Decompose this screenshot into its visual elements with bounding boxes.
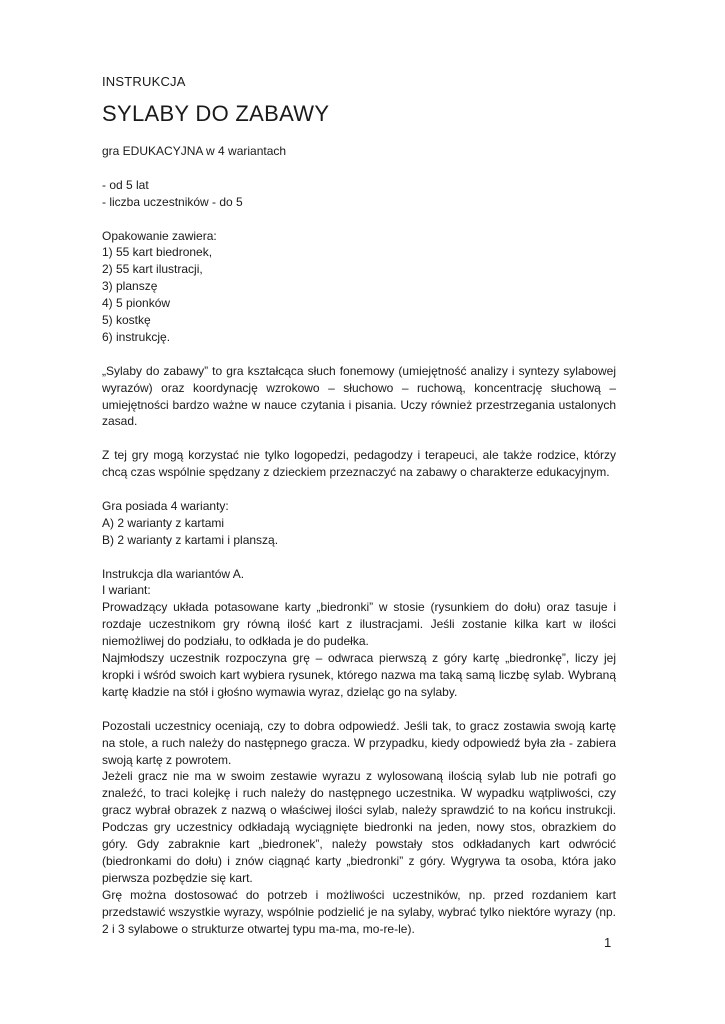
page-number: 1 [604, 935, 612, 950]
variants-list [102, 498, 616, 549]
document-label: INSTRUKCJA [102, 74, 186, 89]
contents-item: 6) instrukcję. [102, 329, 171, 344]
age-info: - od 5 lat [102, 177, 149, 192]
contents-item: 5) kostkę [102, 313, 151, 328]
variants-heading: Gra posiada 4 warianty: [102, 498, 229, 513]
variant-1-paragraph: Jeżeli gracz nie ma w swoim zestawie wyrazu z wylosowaną ilością sylab lub nie potrafi go znaleźć, to traci kolejkę i ruch należy do następnego uczestnika. W wypadku wątpliwości, czy gracz wybrał obrazek z nazwą o właściwej ilości sylab, należy sprawdzić to na końcu instrukcji. Podczas gry uczestnicy odkładają wyciągnięte biedronki na jeden, nowy stos, obrazkiem do góry. Gdy zabraknie kart „biedronek”, należy powstały stos odkładanych kart odwrócić (biedronkami do dołu) i znów ciągnąć karty „biedronki” z góry. Wygrywa ta osoba, która jako pierwsza pozbędzie się kart. [102, 769, 616, 885]
contents-item: 4) 5 pionków [102, 296, 171, 311]
subtitle: gra EDUKACYJNA w 4 wariantach [102, 144, 287, 158]
variant-1-paragraph: Prowadzący układa potasowane karty „biedronki” w stosie (rysunkiem do dołu) oraz tasuje i rozdaje uczestnikom gry równą ilość kart z ilustracjami. Jeśli zostanie kilka kart w ilości niemożliwej do podziału, to odkłada je do pudełka. [102, 600, 616, 649]
section-heading: Instrukcja dla wariantów A. [102, 566, 245, 581]
variant-1-heading: I wariant: [102, 583, 151, 598]
variant-1-paragraph: Pozostali uczestnicy oceniają, czy to dobra odpowiedź. Jeśli tak, to gracz zostawia swoją kartę na stole, a ruch należy do następnego gracza. W przypadku, kiedy odpowiedź była zła - zabiera swoją kartę z powrotem. [102, 718, 616, 767]
contents-heading: Opakowanie zawiera: [102, 228, 217, 243]
contents-item: 3) planszę [102, 279, 158, 294]
contents-item: 2) 55 kart ilustracji, [102, 262, 203, 277]
document-body [102, 143, 616, 937]
intro-paragraph: „Sylaby do zabawy” to gra kształcąca słuch fonemowy (umiejętność analizy i syntezy sylabowej wyrazów) oraz koordynację wzrokowo – słuchowo – ruchową, koncentrację słuchową – umiejętności bardzo ważne w nauce czytania i pisania. Uczy również przestrzegania ustalonych zasad. [102, 363, 616, 429]
audience-paragraph: Z tej gry mogą korzystać nie tylko logopedzi, pedagodzy i terapeuci, ale także rodzice, którzy chcą czas wspólnie spędzany z dzieckiem przeznaczyć na zabawy o charakterze edukacyjnym. [102, 448, 616, 480]
game-info [102, 177, 616, 211]
document-title: SYLABY DO ZABAWY [102, 101, 330, 126]
variant-a-instructions [102, 566, 616, 701]
variant-item: A) 2 warianty z kartami [102, 515, 225, 530]
contents-list [102, 228, 616, 346]
players-info: - liczba uczestników - do 5 [102, 194, 243, 209]
variant-1-paragraph: Najmłodszy uczestnik rozpoczyna grę – odwraca pierwszą z góry kartę „biedronkę”, liczy jej kropki i wśród swoich kart wybiera rysunek, którego nazwa ma taką samą liczbę sylab. Wybraną kartę kładzie na stół i głośno wymawia wyraz, dzieląc go na sylaby. [102, 651, 616, 699]
variant-1-paragraph: Grę można dostosować do potrzeb i możliwości uczestników, np. przed rozdaniem kart przedstawić wszystkie wyrazy, wspólnie podzielić je na sylaby, wybrać tylko niektóre wyrazy (np. 2 i 3 sylabowe o strukturze otwartej typu ma-ma, mo-re-le). [102, 887, 616, 936]
variant-item: B) 2 warianty z kartami i planszą. [102, 532, 279, 547]
contents-item: 1) 55 kart biedronek, [102, 245, 213, 260]
